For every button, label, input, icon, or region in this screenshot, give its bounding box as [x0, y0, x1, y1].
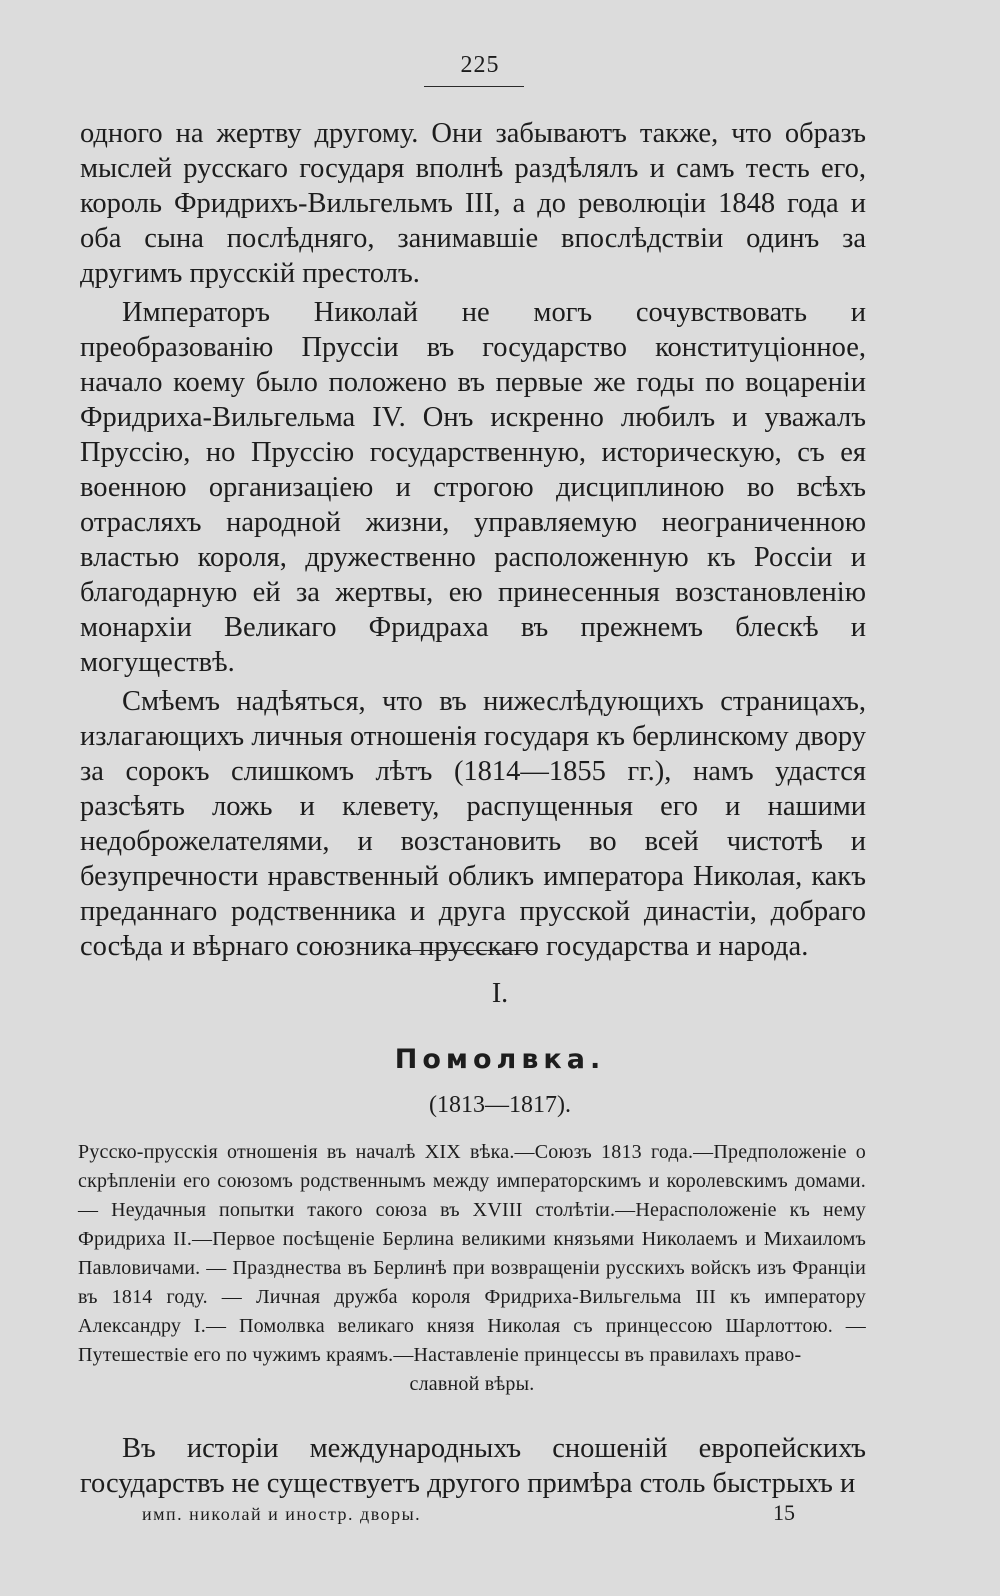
signature-mark: имп. николай и иностр. дворы. — [142, 1504, 422, 1524]
closing-paragraph: Въ исторіи международныхъ сношеній европейскихъ государствъ не существуетъ другого примѣра столь быстрыхъ и — [80, 1433, 866, 1499]
paragraph-3: Смѣемъ надѣяться, что въ нижеслѣдующихъ страницахъ, излагающихъ личныя отношенія государя къ берлинскому двору за сорокъ слишкомъ лѣтъ (1814—1855 гг.), намъ удастся разсѣять ложь и клевету, распущенныя его и нашими недоброжелателями, и возстановить во всей чистотѣ и безупречности нравственный обликъ императора Николая, какъ преданнаго родственника и друга прусской династіи, добраго сосѣда и вѣрнаго союзника прусскаго государства и народа. — [80, 686, 866, 962]
chapter-summary-last-line: славной вѣры. — [409, 1373, 535, 1395]
page-number: 225 — [460, 52, 500, 78]
section-divider — [407, 950, 535, 951]
body-text — [80, 116, 866, 968]
chapter-title: Помолвка. — [394, 1044, 606, 1075]
section-numeral: I. — [491, 978, 509, 1009]
signature-number: 15 — [773, 1500, 795, 1525]
chapter-years: (1813—1817). — [429, 1092, 571, 1118]
chapter-summary — [78, 1138, 866, 1399]
paragraph-2: Императоръ Николай не могъ сочувствовать и преобразованію Пруссіи въ государство конституціонное, начало коему было положено въ первые же годы по воцареніи Фридриха-Вильгельма IV. Онъ искренно любилъ и уважалъ Пруссію, но Пруссію государственную, историческую, съ ея военною организаціею и строгою дисциплиною во всѣхъ отрасляхъ народной жизни, управляемую неограниченною властью короля, дружественно расположенную къ Россіи и благодарную ей за жертвы, ею принесенныя возстановленію монархіи Великаго Фридраха въ прежнемъ блескѣ и могуществѣ. — [80, 297, 866, 678]
paragraph-1: одного на жертву другому. Они забываютъ также, что образъ мыслей русскаго государя вполнѣ раздѣлялъ и самъ тесть его, король Фридрихъ-Вильгельмъ III, а до революціи 1848 года и оба сына послѣдняго, занимавшіе впослѣдствіи одинъ за другимъ прусскій престолъ. — [80, 118, 866, 289]
chapter-summary-text: Русско-прусскія отношенія въ началѣ XIX вѣка.—Союзъ 1813 года.—Предположеніе о скрѣпленіи его союзомъ родственнымъ между императорскимъ и королевскимъ домами. — Неудачныя попытки такого союза въ XVIII столѣтіи.—Нерасположеніе къ нему Фридриха II.—Первое посѣщеніе Берлина великими князьями Николаемъ и Михаиломъ Павловичами. — Празднества въ Берлинѣ при возвращеніи русскихъ войскъ изъ Франціи въ 1814 году. — Личная дружба короля Фридриха-Вильгельма III къ императору Александру I.— Помолвка великаго князя Николая съ принцессою Шарлоттою. — Путешествіе его по чужимъ краямъ.—Наставленіе принцессы въ правилахъ право- — [78, 1141, 866, 1366]
page-number-rule — [424, 86, 524, 87]
